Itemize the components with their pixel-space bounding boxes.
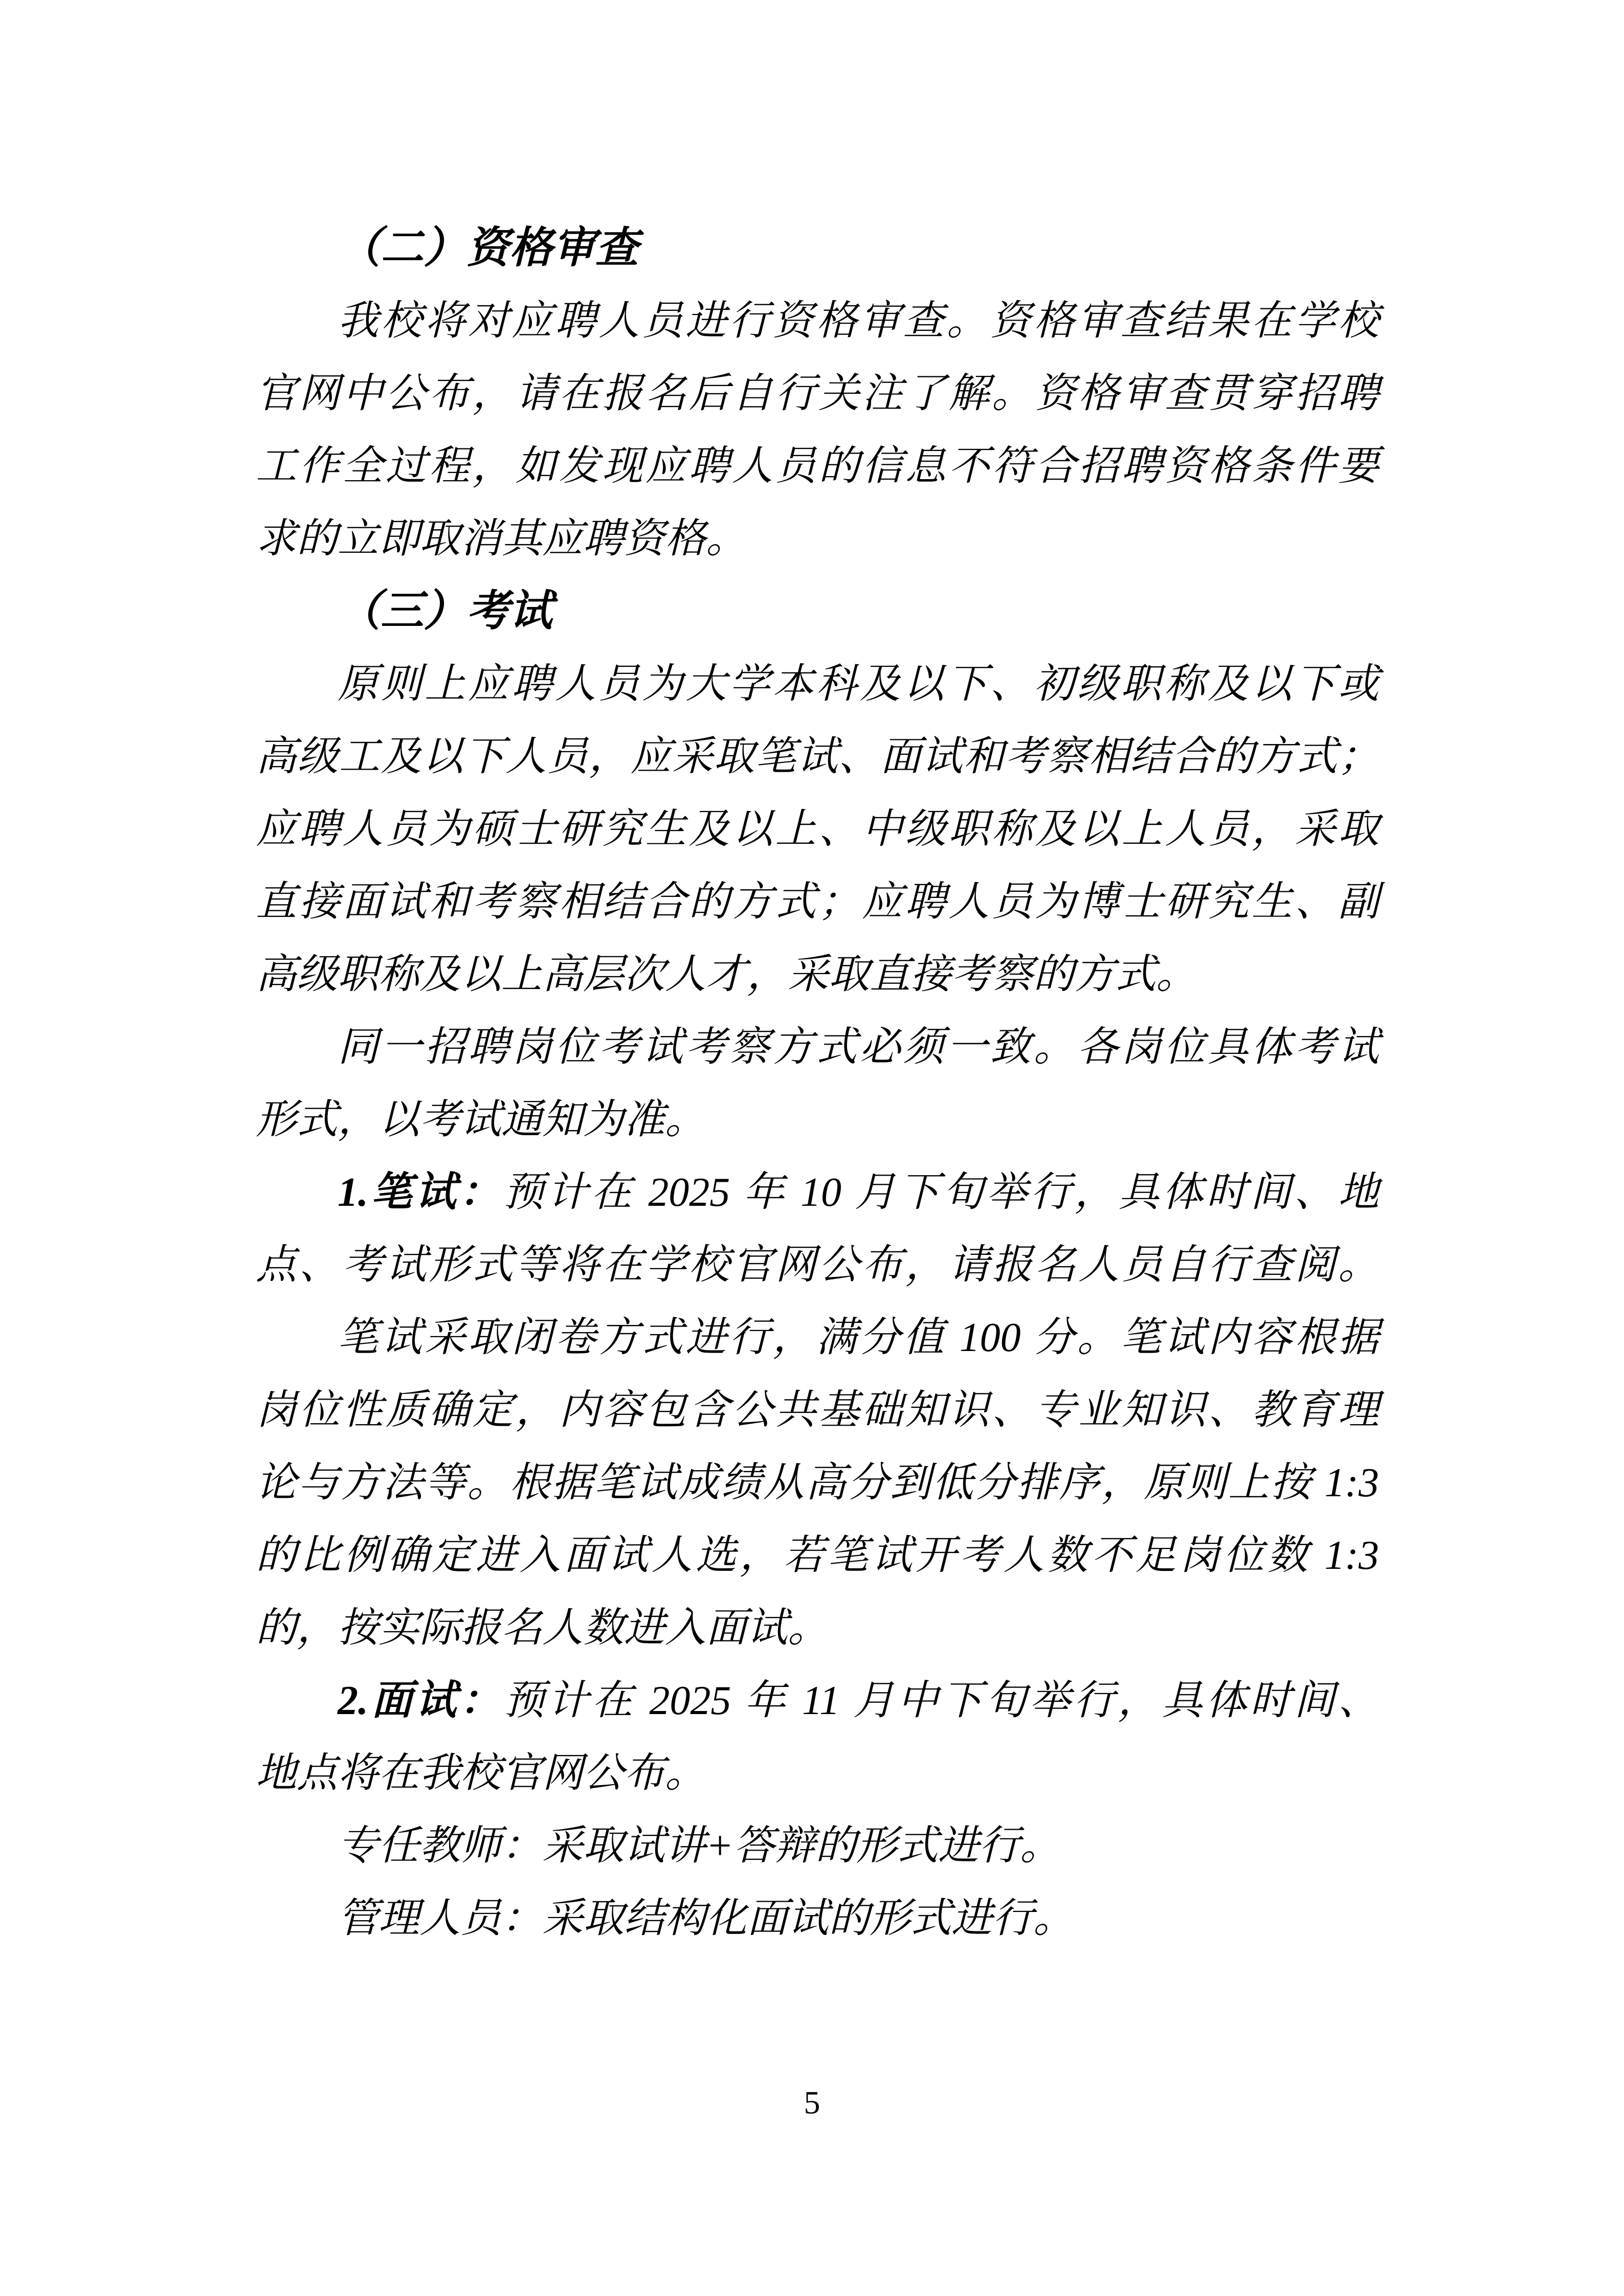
text-segment: 笔试采取闭卷方式进行，满分值 100 分。笔试内容根据 [338,1315,1379,1360]
bold-run-in: 2.面试： [338,1678,504,1723]
text-line [256,721,1379,793]
section-heading [256,575,1379,648]
text-line [256,648,1379,721]
text-segment: 论与方法等。根据笔试成绩从高分到低分排序，原则上按 1:3 [256,1460,1379,1505]
text-segment: 预计在 2025 年 11 月中下旬举行，具体时间、 [503,1678,1380,1723]
text-segment: 预计在 2025 年 10 月下旬举行，具体时间、地 [503,1170,1380,1215]
text-line [256,430,1379,503]
text-line [256,1084,1379,1156]
text-line [256,1447,1379,1519]
text-segment: 的，按实际报名人数进入面试。 [256,1606,829,1651]
text-segment: 求的立即取消其应聘资格。 [256,516,747,561]
text-line [256,1156,1379,1229]
text-segment: 形式，以考试通知为准。 [256,1097,706,1142]
text-line [256,1810,1379,1882]
text-segment: 高级工及以下人员，应采取笔试、面试和考察相结合的方式； [256,734,1379,779]
text-line [256,357,1379,430]
text-segment: 高级职称及以上高层次人才，采取直接考察的方式。 [256,952,1197,997]
text-segment: 原则上应聘人员为大学本科及以下、初级职称及以下或 [338,662,1379,707]
text-segment: 我校将对应聘人员进行资格审查。资格审查结果在学校 [338,299,1379,344]
text-segment: 专任教师：采取试讲+答辩的形式进行。 [338,1824,1061,1869]
document-body [256,212,1379,1955]
text-line [256,1664,1379,1737]
text-segment: 工作全过程，如发现应聘人员的信息不符合招聘资格条件要 [256,444,1379,489]
text-segment: 同一招聘岗位考试考察方式必须一致。各岗位具体考试 [338,1025,1379,1070]
text-segment: 的比例确定进入面试人选，若笔试开考人数不足岗位数 1:3 [256,1533,1379,1578]
text-line [256,503,1379,575]
bold-run-in: 1.笔试： [338,1170,503,1215]
text-line [256,1301,1379,1374]
bold-run-in: （三）考试 [338,588,553,635]
text-line [256,1374,1379,1447]
text-segment: 地点将在我校官网公布。 [256,1751,706,1796]
section-heading [256,212,1379,285]
text-line [256,1519,1379,1592]
text-segment: 岗位性质确定，内容包含公共基础知识、专业知识、教育理 [256,1388,1379,1433]
text-line [256,1011,1379,1084]
text-segment: 管理人员：采取结构化面试的形式进行。 [338,1896,1074,1941]
text-segment: 直接面试和考察相结合的方式；应聘人员为博士研究生、副 [256,880,1379,925]
text-segment: 应聘人员为硕士研究生及以上、中级职称及以上人员，采取 [256,807,1379,852]
text-line [256,285,1379,357]
text-line [256,938,1379,1011]
text-line [256,1882,1379,1955]
text-segment: 点、考试形式等将在学校官网公布，请报名人员自行查阅。 [256,1243,1379,1288]
text-segment: 官网中公布，请在报名后自行关注了解。资格审查贯穿招聘 [256,371,1379,416]
text-line [256,1229,1379,1301]
text-line [256,1737,1379,1810]
text-line [256,793,1379,866]
page-number: 5 [804,2084,820,2121]
bold-run-in: （二）资格审查 [338,224,639,272]
text-line [256,866,1379,938]
page-footer [0,2086,1624,2119]
text-line [256,1592,1379,1664]
